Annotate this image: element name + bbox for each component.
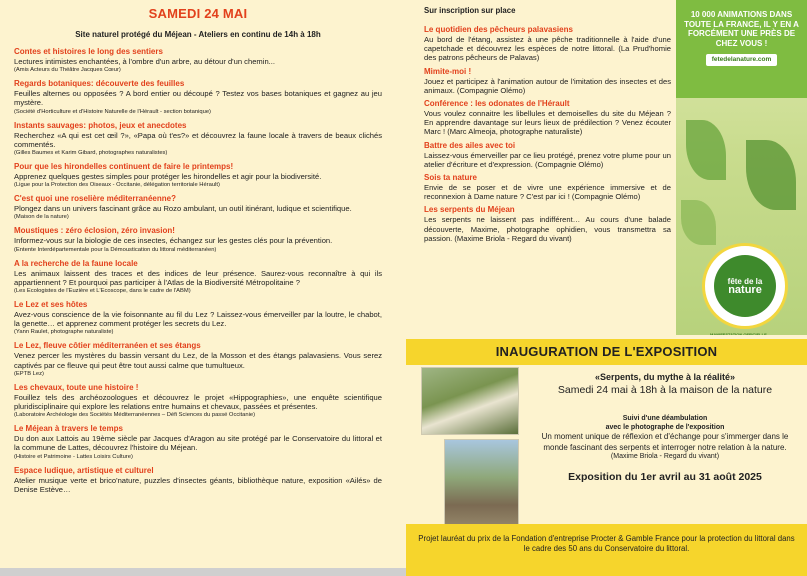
activity-item	[424, 141, 671, 169]
activity-title: Instants sauvages: photos, jeux et anecdotes	[14, 120, 187, 130]
activity-title: Regards botaniques: découverte des feuilles	[14, 79, 185, 89]
poster-headline: 10 000 ANIMATIONS DANS TOUTE LA FRANCE, IL Y EN A FORCÉMENT UNE PRÈS DE CHEZ VOUS !	[684, 10, 799, 48]
activity-item	[424, 205, 671, 243]
activity-title: Le Lez, fleuve côtier méditerranéen et ses étangs	[14, 341, 201, 351]
activity-description: Informez-vous sur la biologie de ces insectes, échangez sur les gestes clés pour la prévention.	[14, 236, 333, 246]
activity-description: Au bord de l'étang, assistez à une pêche traditionnelle à l'aide d'une capetchade et découvrez les espèces de notre littoral. (La Prud'homie des patrons pêcheurs de Palavas)	[424, 35, 671, 63]
activity-description: Vous voulez connaitre les libellules et demoiselles du site du Méjean ? En apprendre davantage sur leurs lieux de prédilection ? Venez écouter Marc ! (Marc Almeoja, photographe naturaliste)	[424, 109, 671, 137]
logo-line2: nature	[728, 284, 762, 296]
activity-title: Conférence : les odonates de l'Hérault	[424, 99, 570, 109]
activity-title: Battre des ailes avec toi	[424, 140, 516, 150]
activity-item	[424, 67, 671, 95]
activity-title: Sois ta nature	[424, 173, 477, 183]
activity-credit: (Maison de la nature)	[14, 214, 69, 221]
expo-date: Samedi 24 mai à 18h à la maison de la nature	[557, 384, 773, 396]
activity-item	[14, 300, 382, 336]
fete-nature-logo	[702, 243, 788, 329]
activity-item	[14, 424, 382, 460]
activity-credit: (Laboratoire Archéologie des Sociétés Méditerranéennes – Défi Sciences du passé Occitanie)	[14, 412, 256, 419]
activity-description: Envie de se poser et de vivre une expérience immersive et de reconnexion à Dame nature ? C'est par ici ! (Compagnie Olémo)	[424, 183, 671, 202]
left-column	[14, 6, 382, 499]
activity-title: Le quotidien des pêcheurs palavasiens	[424, 25, 573, 34]
expo-follow: Suivi d'une déambulation avec le photographe de l'exposition	[605, 415, 725, 431]
logo-line1: fête de la	[727, 277, 763, 286]
activity-credit: (EPTB Lez)	[14, 370, 44, 377]
activity-credit: (Amis Acteurs du Théâtre Jacques Cœur)	[14, 67, 121, 74]
activity-title: Pour que les hirondelles continuent de faire le printemps!	[14, 162, 234, 172]
activity-item	[424, 173, 671, 201]
leaf-decoration	[746, 140, 796, 210]
expo-footer: Projet lauréat du prix de la Fondation d'entreprise Procter & Gamble France pour la protection du littoral dans le cadre des 50 ans du Conservatoire du littoral.	[406, 524, 807, 576]
expo-range: Exposition du 1er avril au 31 août 2025	[568, 471, 762, 483]
activity-description: Recherchez «A qui est cet œil ?», «Papa où t'es?» et découvrez la faune locale à travers de beaux clichés commentés.	[14, 130, 382, 149]
activity-title: Les chevaux, toute une histoire !	[14, 382, 139, 392]
activity-description: Laissez-vous émerveiller par ce lieu protégé, prenez votre plume pour un atelier d'écriture et d'expression. (Compagnie Olémo)	[424, 150, 671, 169]
poster-banner	[676, 0, 807, 98]
expo-details	[529, 372, 801, 483]
activity-description: Plongez dans un univers fascinant grâce au Rozo ambulant, un outil itinérant, ludique et scientifique.	[14, 204, 352, 214]
activity-item	[14, 466, 382, 494]
subtitle: Site naturel protégé du Méjean - Ateliers en continu de 14h à 18h	[75, 30, 321, 39]
activity-credit: (Gilles Baumes et Karim Gibard, photographes naturalistes)	[14, 150, 168, 157]
expo-header: INAUGURATION DE L'EXPOSITION	[406, 339, 807, 365]
activity-title: Le Lez et ses hôtes	[14, 300, 88, 310]
day-title: SAMEDI 24 MAI	[148, 6, 248, 21]
logo-inner	[714, 255, 776, 317]
activity-description: Lectures intimistes enchantées, à l'ombre d'un arbre, au détour d'un chemin...	[14, 57, 275, 66]
activity-description: Les animaux laissent des traces et des indices de leur présence. Saurez-vous reconnaître à qui ils appartiennent ? Et pourquoi pas participer à l'Atlas de la Biodiversité Métropolitaine ?	[14, 268, 382, 287]
group-walk-photo	[444, 439, 519, 534]
activity-credit: (Entente Interdépartementale pour la Démoustication du littoral méditerranéen)	[14, 246, 217, 253]
activity-item	[14, 162, 382, 189]
exposition-section	[406, 339, 807, 576]
activity-title: C'est quoi une roselière méditerranéenne?	[14, 194, 176, 204]
expo-credit: (Maxime Briola - Regard du vivant)	[610, 453, 720, 460]
activity-description: Fouillez tels des archéozoologues et découvrez le projet «Hippographies», une enquête scientifique pluridisciplinaire qui explore les relations entre humains et chevaux, passées et présentes.	[14, 392, 382, 412]
activity-credit: (Ligue pour la Protection des Oiseaux - Occitanie, délégation territoriale Hérault)	[14, 182, 220, 189]
activity-item	[14, 259, 382, 295]
activity-title: A la recherche de la faune locale	[14, 258, 138, 268]
activity-item	[424, 99, 671, 137]
activity-item	[424, 25, 671, 63]
activity-title: Les serpents du Méjean	[424, 205, 515, 215]
activity-credit: (Histoire et Patrimoine - Lattes Loisirs Culture)	[14, 453, 133, 460]
activity-title: Moustiques : zéro éclosion, zéro invasion!	[14, 226, 175, 236]
activity-description: Apprenez quelques gestes simples pour protéger les hirondelles et agir pour la biodiversité.	[14, 172, 322, 182]
activity-item	[14, 47, 382, 74]
fete-nature-poster	[676, 0, 807, 335]
activity-title: Contes et histoires le long des sentiers	[14, 47, 163, 56]
bottom-strip	[0, 568, 406, 576]
activity-description: Venez percer les mystères du bassin versant du Lez, de la Mosson et des étangs palavasiens. Vous serez captivés par ce fleuve qui peut être tout aussi calme que tumultueux.	[14, 351, 382, 370]
expo-body: Un moment unique de réflexion et d'échange pour s'immerger dans le monde fascinant des serpents et interroger notre relation à la nature.	[541, 432, 789, 452]
activity-item	[14, 79, 382, 115]
snake-photo	[421, 367, 519, 435]
activity-description: Les serpents ne laissent pas indifférent… Au cours d'une balade découverte, Maxime, photographe ophidien, vous transmettra sa passion. (Maxime Briola - Regard du vivant)	[424, 215, 671, 243]
activity-item	[14, 121, 382, 157]
registration-label: Sur inscription sur place	[424, 6, 516, 15]
activity-item	[14, 194, 382, 221]
activity-description: Du don aux Lattois au 19ème siècle par Jacques d'Aragon au site protégé par le Conservatoire du littoral et la commune de Lattes, découvrez l'histoire du Méjean.	[14, 434, 382, 453]
left-activity-list	[14, 47, 382, 494]
poster-url: fetedelanature.com	[706, 54, 778, 66]
leaf-decoration	[681, 200, 716, 245]
middle-column	[424, 6, 671, 247]
activity-credit: (Société d'Horticulture et d'Histoire Naturelle de l'Hérault - section botanique)	[14, 108, 211, 115]
activity-description: Feuilles alternes ou opposées ? A bord entier ou découpé ? Testez vos bases botaniques et gagnez au jeu mystère.	[14, 89, 382, 108]
activity-description: Atelier musique verte et brico'nature, puzzles d'insectes géants, bibliothèque nature, exposition «Ailés» de Denise Estève…	[14, 475, 382, 494]
leaf-decoration	[686, 120, 726, 180]
official-badge: MANIFESTATION OFFICIELLE	[710, 332, 767, 335]
activity-item	[14, 383, 382, 419]
activity-description: Jouez et participez à l'animation autour de l'imitation des insectes et des animaux. (Compagnie Olémo)	[424, 76, 671, 95]
expo-title: «Serpents, du mythe à la réalité»	[594, 372, 736, 382]
activity-title: Espace ludique, artistique et culturel	[14, 465, 154, 475]
middle-activity-list	[424, 25, 671, 243]
activity-item	[14, 341, 382, 377]
activity-title: Mimite-moi !	[424, 66, 472, 76]
activity-description: Avez-vous conscience de la vie foisonnante au fil du Lez ? Laissez-vous émerveiller par la loutre, le chabot, la genette… et apprenez comment protéger les secrets du Lez.	[14, 310, 382, 329]
activity-credit: (Yann Raulet, photographe naturaliste)	[14, 329, 114, 336]
activity-credit: (Les Ecologistes de l'Euzière et L'Ecoscope, dans le cadre de l'ABM)	[14, 288, 191, 295]
activity-item	[14, 226, 382, 253]
activity-title: Le Méjean à travers le temps	[14, 424, 123, 434]
